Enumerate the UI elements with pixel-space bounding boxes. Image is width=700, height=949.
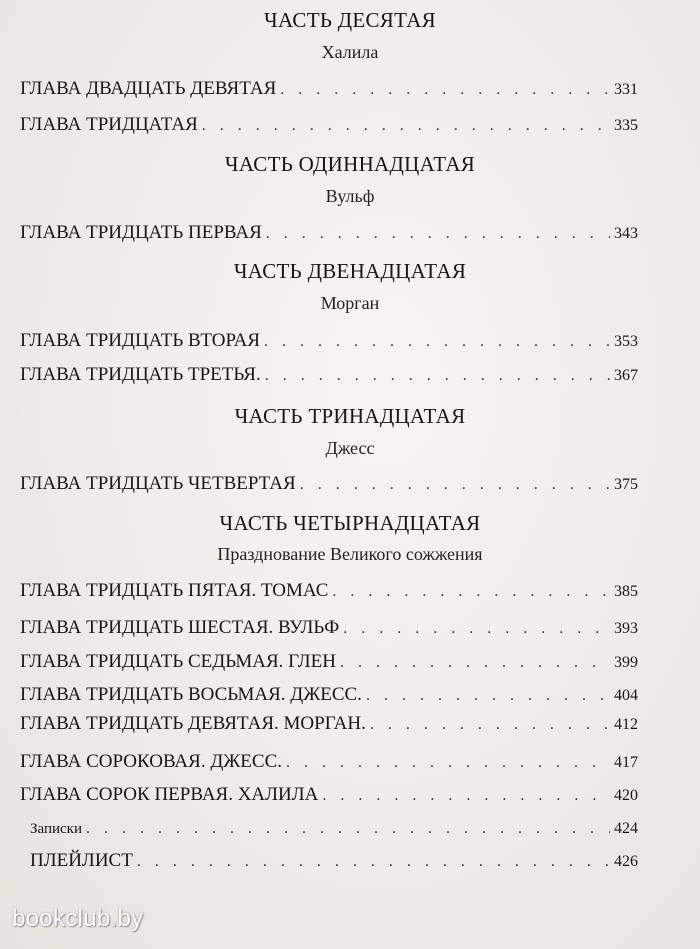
page-number: 404 bbox=[614, 687, 638, 704]
page-number: 393 bbox=[614, 620, 638, 637]
leader-dots bbox=[202, 117, 610, 135]
toc-entry bbox=[30, 820, 638, 846]
chapter-title: ГЛАВА СОРОК ПЕРВАЯ. ХАЛИЛА bbox=[20, 784, 319, 805]
leader-dots bbox=[370, 716, 610, 734]
toc-entry bbox=[20, 684, 638, 710]
page-number: 353 bbox=[614, 333, 638, 350]
part-title: ЧАСТЬ ОДИННАДЦАТАЯ bbox=[224, 152, 476, 176]
leader-dots bbox=[332, 583, 610, 601]
part-subtitle: Джесс bbox=[325, 438, 375, 458]
toc-entry bbox=[20, 78, 638, 104]
toc-entry bbox=[20, 222, 638, 248]
chapter-title: ГЛАВА ТРИДЦАТЬ ПЕРВАЯ bbox=[20, 222, 262, 243]
chapter-title: ГЛАВА ТРИДЦАТЬ ДЕВЯТАЯ. МОРГАН. bbox=[20, 713, 366, 734]
toc-entry bbox=[20, 364, 638, 390]
toc-entry bbox=[30, 850, 638, 876]
leader-dots bbox=[280, 81, 610, 99]
page-number: 399 bbox=[614, 654, 638, 671]
page-number: 367 bbox=[614, 367, 638, 384]
chapter-title: ГЛАВА ТРИДЦАТЬ ШЕСТАЯ. ВУЛЬФ bbox=[20, 617, 340, 638]
page-number: 424 bbox=[614, 820, 638, 837]
page-number: 335 bbox=[614, 117, 638, 134]
toc-entry bbox=[20, 713, 638, 739]
toc-entry bbox=[20, 784, 638, 810]
leader-dots bbox=[86, 820, 610, 838]
chapter-title: ГЛАВА ТРИДЦАТЬ СЕДЬМАЯ. ГЛЕН bbox=[20, 651, 336, 672]
leader-dots bbox=[264, 333, 610, 351]
part-title: ЧАСТЬ ДВЕНАДЦАТАЯ bbox=[233, 259, 467, 283]
toc-entry bbox=[20, 751, 638, 777]
toc-entry bbox=[20, 651, 638, 677]
toc-entry bbox=[20, 114, 638, 140]
part-title: ЧАСТЬ ТРИНАДЦАТАЯ bbox=[234, 404, 466, 428]
leader-dots bbox=[322, 787, 610, 805]
chapter-title: ГЛАВА ТРИДЦАТЬ ЧЕТВЕРТАЯ bbox=[20, 473, 296, 494]
chapter-title: ГЛАВА ТРИДЦАТЬ ПЯТАЯ. ТОМАС bbox=[20, 580, 329, 601]
chapter-title: ГЛАВА ТРИДЦАТЬ ТРЕТЬЯ. bbox=[20, 364, 261, 385]
part-subtitle: Халила bbox=[321, 42, 379, 62]
page-number: 420 bbox=[614, 787, 638, 804]
page-number: 385 bbox=[614, 583, 638, 600]
chapter-title: ГЛАВА ТРИДЦАТАЯ bbox=[20, 114, 198, 135]
page-number: 375 bbox=[614, 476, 638, 493]
page-number: 343 bbox=[614, 225, 638, 242]
leader-dots bbox=[266, 225, 610, 243]
part-subtitle: Вульф bbox=[325, 186, 375, 206]
part-title: ЧАСТЬ ЧЕТЫРНАДЦАТАЯ bbox=[219, 511, 481, 535]
part-title: ЧАСТЬ ДЕСЯТАЯ bbox=[264, 8, 436, 32]
part-subtitle: Празднование Великого сожжения bbox=[217, 544, 483, 564]
page-number: 412 bbox=[614, 716, 638, 733]
chapter-title: ГЛАВА ТРИДЦАТЬ ВОСЬМАЯ. ДЖЕСС. bbox=[20, 684, 362, 705]
page-number: 417 bbox=[614, 754, 638, 771]
chapter-title: ГЛАВА ДВАДЦАТЬ ДЕВЯТАЯ bbox=[20, 78, 277, 99]
page-number: 331 bbox=[614, 81, 638, 98]
leader-dots bbox=[286, 754, 610, 772]
leader-dots bbox=[300, 476, 610, 494]
leader-dots bbox=[366, 687, 610, 705]
extra-title: ПЛЕЙЛИСТ bbox=[30, 850, 133, 871]
toc-entry bbox=[20, 617, 638, 643]
chapter-title: ГЛАВА СОРОКОВАЯ. ДЖЕСС. bbox=[20, 751, 283, 772]
chapter-title: ГЛАВА ТРИДЦАТЬ ВТОРАЯ bbox=[20, 330, 261, 351]
extra-title: Записки bbox=[30, 821, 83, 837]
part-subtitle: Морган bbox=[320, 293, 380, 313]
toc-entry bbox=[20, 330, 638, 356]
leader-dots bbox=[137, 853, 610, 871]
toc-entry bbox=[20, 473, 638, 499]
toc-entry bbox=[20, 580, 638, 606]
leader-dots bbox=[265, 367, 610, 385]
page-number: 426 bbox=[614, 853, 638, 870]
leader-dots bbox=[343, 620, 610, 638]
leader-dots bbox=[340, 654, 610, 672]
watermark-logo: bookclub.by bbox=[12, 905, 144, 932]
